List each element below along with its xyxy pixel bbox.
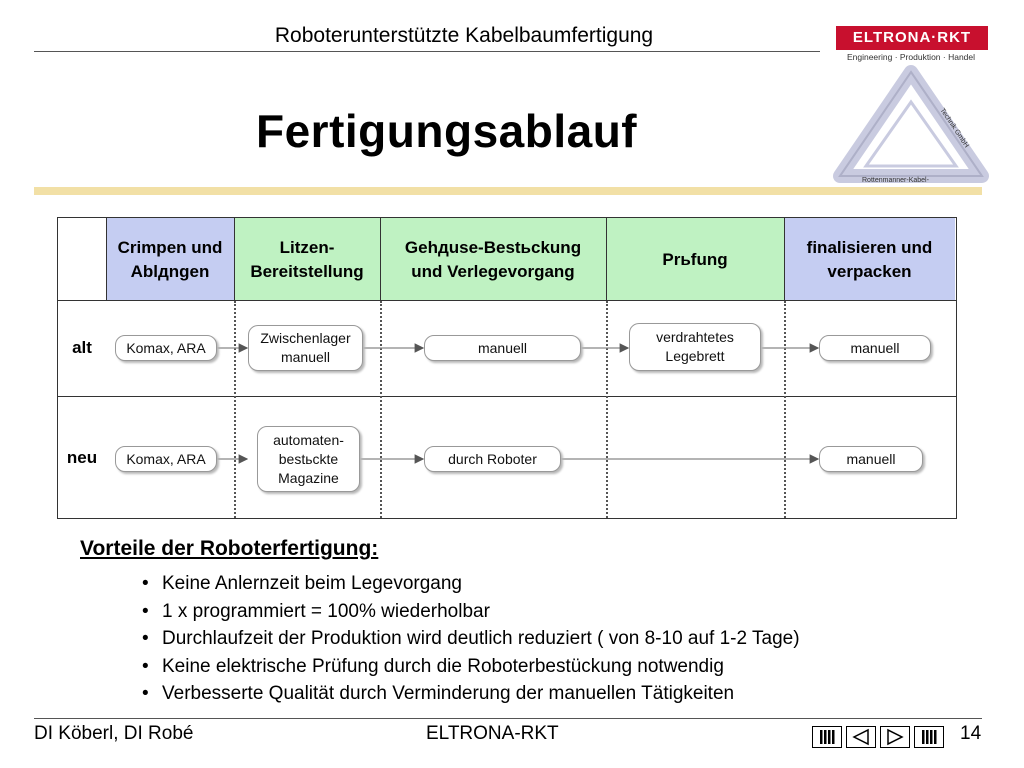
step-node-alt-litzen — [248, 325, 363, 371]
column-header-line: Gehдuse-Bestьckung — [404, 237, 582, 257]
column-header-line: Litzen- — [279, 237, 335, 257]
list-item: • Keine elektrische Prüfung durch die Roboterbestückung notwendig — [142, 653, 800, 681]
step-node-alt-finalisieren: manuell — [819, 335, 931, 361]
footer-company: ELTRONA-RKT — [426, 723, 559, 744]
header-title: Roboterunterstützte Kabelbaumfertigung — [274, 24, 654, 47]
header-divider — [34, 51, 820, 52]
logo-triangle-icon — [832, 64, 990, 184]
first-slide-button[interactable] — [812, 726, 842, 748]
step-node-alt-gehaeuse: manuell — [424, 335, 581, 361]
previous-slide-icon — [847, 727, 875, 747]
svg-text:Rottenmanner-Kabel-: Rottenmanner-Kabel- — [862, 177, 929, 184]
footer-divider — [34, 718, 982, 719]
process-diagram — [57, 217, 957, 519]
step-node-neu-gehaeuse: durch Roboter — [424, 446, 561, 472]
decorative-bar — [34, 187, 982, 195]
row-label-neu: neu — [66, 448, 98, 467]
column-header-line: Prьfung — [662, 249, 728, 269]
list-item: • 1 x programmiert = 100% wiederholbar — [142, 598, 800, 626]
step-node-alt-crimpen: Komax, ARA — [115, 335, 217, 361]
flow-arrows — [58, 218, 955, 518]
logo-wordmark: ELTRONA·RKT — [836, 26, 988, 50]
next-slide-icon — [881, 727, 909, 747]
slide-title: Fertigungsablauf — [256, 105, 638, 157]
row-label-alt: alt — [72, 338, 92, 357]
logo-subtitle: Engineering · Produktion · Handel — [846, 52, 976, 62]
node-line: Legebrett — [665, 348, 725, 364]
node-line: Zwischenlager — [260, 330, 351, 346]
previous-slide-button[interactable] — [846, 726, 876, 748]
list-item: • Durchlaufzeit der Produktion wird deutlich reduziert ( von 8-10 auf 1-2 Tage) — [142, 625, 800, 653]
column-header-line: Bereitstellung — [250, 261, 364, 281]
node-line: Magazine — [278, 469, 339, 486]
last-slide-icon — [915, 727, 943, 747]
node-line: manuell — [280, 349, 330, 365]
step-node-neu-finalisieren: manuell — [819, 446, 923, 472]
step-node-neu-crimpen: Komax, ARA — [115, 446, 217, 472]
page-number: 14 — [960, 723, 982, 744]
step-node-alt-pruefung — [629, 323, 761, 371]
list-item: • Keine Anlernzeit beim Legevorgang — [142, 570, 800, 598]
column-header-line: und Verlegevorgang — [411, 261, 575, 281]
step-node-neu-litzen — [257, 426, 360, 492]
svg-text:Technik GmbH: Technik GmbH — [938, 107, 970, 150]
column-header-line: verpacken — [827, 261, 912, 281]
advantages-title: Vorteile der Roboterfertigung: — [80, 537, 379, 560]
company-logo — [832, 24, 990, 184]
node-line: automaten- — [273, 431, 344, 448]
last-slide-button[interactable] — [914, 726, 944, 748]
node-line: bestьckte — [278, 450, 339, 467]
column-header-line: Crimpen und — [117, 237, 223, 257]
next-slide-button[interactable] — [880, 726, 910, 748]
node-line: verdrahtetes — [656, 329, 734, 345]
advantages-list — [142, 570, 800, 708]
column-header-line: finalisieren und — [806, 237, 933, 257]
footer-authors: DI Köberl, DI Robé — [34, 723, 194, 744]
first-slide-icon — [813, 727, 841, 747]
column-header-line: Ablдngen — [130, 261, 210, 281]
list-item: • Verbesserte Qualität durch Verminderung der manuellen Tätigkeiten — [142, 680, 800, 708]
